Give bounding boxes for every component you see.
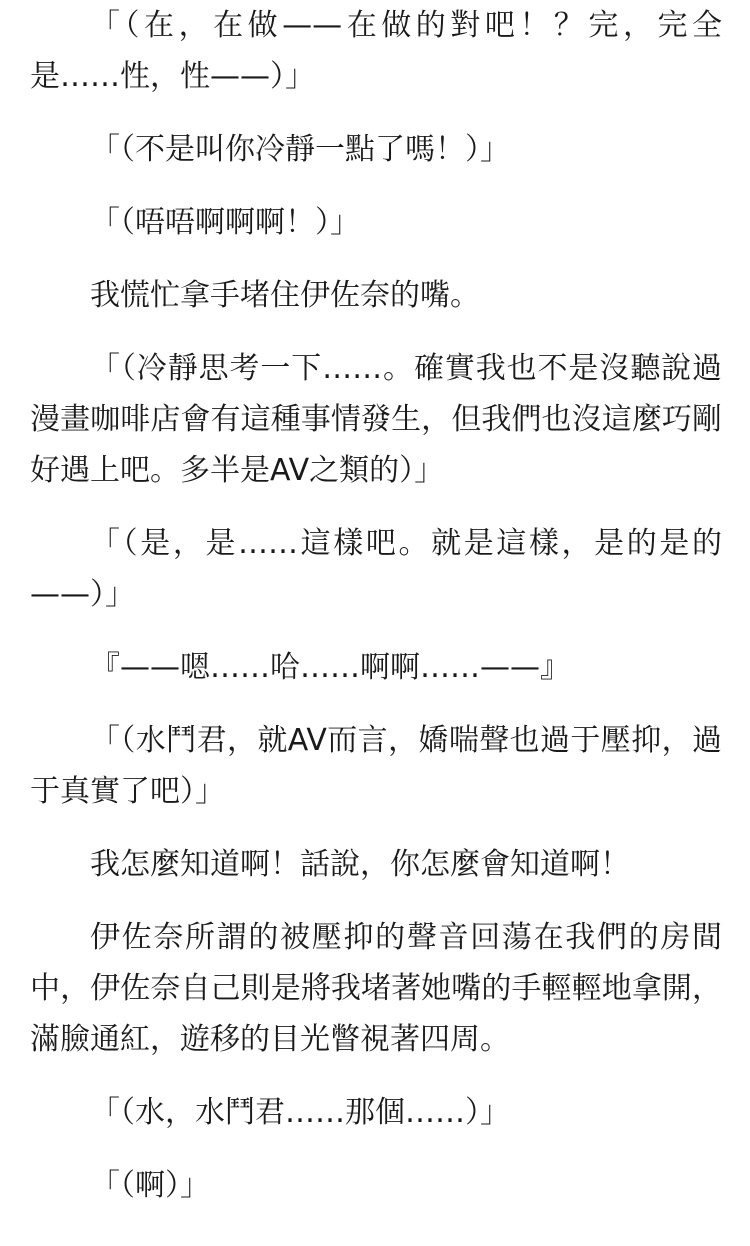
reading-page	[30, 0, 722, 1211]
dialogue-paragraph: 「（水鬥君，就AV而言，嬌喘聲也過于壓抑，過于真實了吧）」	[30, 723, 722, 809]
dialogue-paragraph: 「（是，是……這樣吧。就是這樣，是的是的——）」	[30, 526, 722, 612]
dialogue-paragraph: 「（唔唔啊啊啊！）」	[90, 205, 360, 240]
dialogue-paragraph: 「（在，在做——在做的對吧！？完，完全是……性，性——）」	[30, 8, 722, 94]
narration-paragraph: 我慌忙拿手堵住伊佐奈的嘴。	[90, 278, 480, 313]
dialogue-paragraph: 「（冷靜思考一下……。確實我也不是沒聽說過漫畫咖啡店會有這種事情發生，但我們也沒這麼巧剛好遇上吧。多半是AV之類的）」	[30, 351, 722, 488]
sound-paragraph: 『——嗯……哈……啊啊……——』	[90, 650, 570, 685]
dialogue-paragraph: 「（不是叫你冷靜一點了嗎！）」	[90, 132, 510, 167]
dialogue-paragraph: 「（啊）」	[90, 1168, 210, 1203]
narration-paragraph: 我怎麼知道啊！話說，你怎麼會知道啊！	[90, 847, 630, 882]
narration-paragraph: 伊佐奈所謂的被壓抑的聲音回蕩在我們的房間中，伊佐奈自己則是將我堵著她嘴的手輕輕地拿開，滿臉通紅，遊移的目光瞥視著四周。	[30, 920, 722, 1057]
dialogue-paragraph: 「（水，水鬥君……那個……）」	[90, 1095, 510, 1130]
